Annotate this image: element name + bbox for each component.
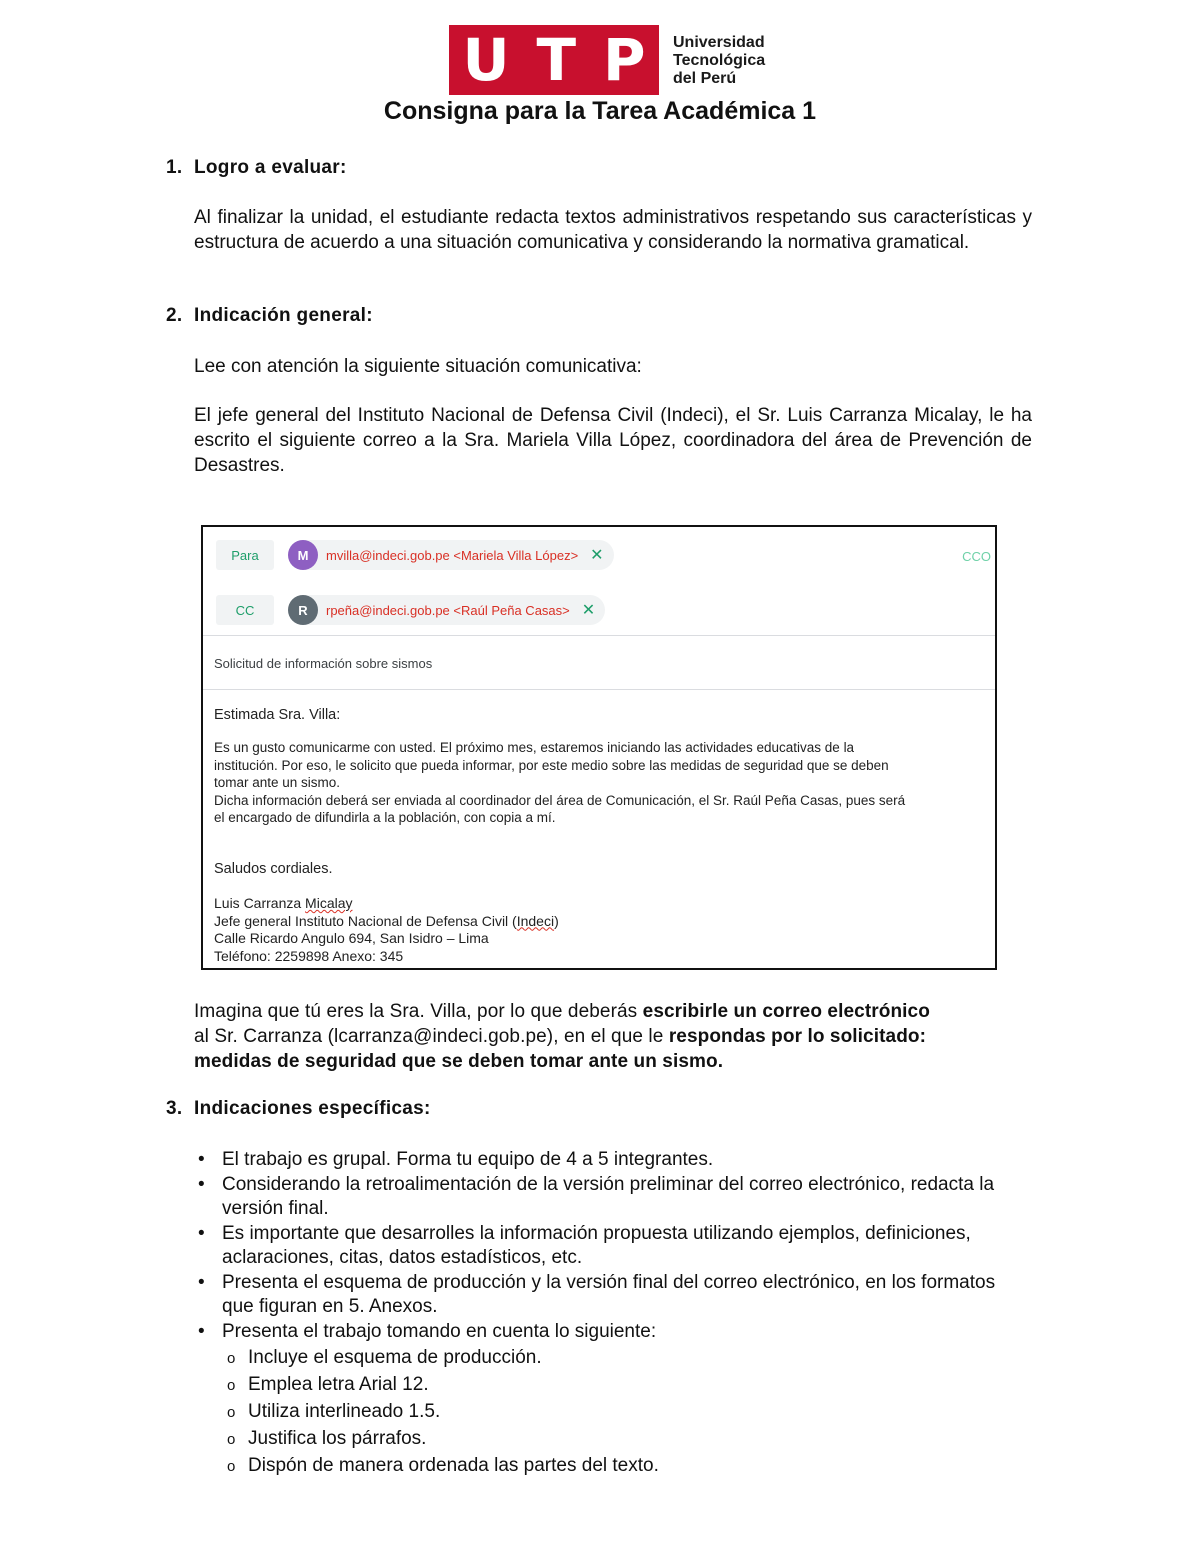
sub-list-item <box>222 1344 1024 1371</box>
to-address: mvilla@indeci.gob.pe <Mariela Villa López> <box>326 547 579 563</box>
signature-title <box>214 913 984 931</box>
section-1-heading <box>166 157 347 179</box>
task-line <box>194 1049 1044 1074</box>
signature-name-flagged: Micalay <box>305 895 353 911</box>
section-2-intro: Lee con atención la siguiente situación comunicativa: <box>194 356 642 377</box>
list-item <box>194 1271 1024 1320</box>
cc-recipient-chip <box>288 595 605 625</box>
section-2-heading <box>166 305 373 327</box>
email-screenshot <box>201 525 997 970</box>
logo-letter-p: P <box>602 26 646 94</box>
sub-list-item-text: Justifica los párrafos. <box>248 1428 427 1449</box>
task-bold: escribirle un correo electrónico <box>642 1001 930 1022</box>
email-subject: Solicitud de información sobre sismos <box>214 656 433 671</box>
list-item <box>194 1173 1024 1222</box>
bullet-icon: • <box>198 1149 205 1170</box>
circle-bullet-icon: o <box>227 1350 236 1367</box>
signature-title-end: ) <box>554 912 559 929</box>
section-title: Indicaciones específicas: <box>194 1098 431 1119</box>
bullet-icon: • <box>198 1222 205 1244</box>
logo-letter-u: U <box>462 26 510 94</box>
sub-list-item-text: Emplea letra Arial 12. <box>248 1374 429 1395</box>
to-recipient-chip <box>288 540 614 570</box>
cc-label: CC <box>216 595 274 625</box>
close-icon: ✕ <box>581 602 596 619</box>
sub-list-item-text: Dispón de manera ordenada las partes del texto. <box>248 1455 659 1476</box>
signature-phone: Teléfono: 2259898 Anexo: 345 <box>214 947 404 964</box>
list-item <box>194 1320 1024 1480</box>
email-body-line: Dicha información deberá ser enviada al coordinador del área de Comunicación, el Sr. Raúl Peña Casas, pues será <box>214 792 906 808</box>
task-line <box>194 999 1044 1024</box>
task-text: al Sr. Carranza (lcarranza@indeci.gob.pe), en el que le <box>194 1026 669 1047</box>
divider <box>203 635 995 636</box>
to-label: Para <box>216 540 274 570</box>
section-number: 3. <box>166 1098 183 1119</box>
task-paragraph <box>194 999 1044 1074</box>
bcc-label: CCO <box>962 549 991 564</box>
circle-bullet-icon: o <box>227 1431 236 1448</box>
section-1-text: Al finalizar la unidad, el estudiante redacta textos administrativos respetando sus características y estructura de acuerdo a una situación comunicativa y considerando la normativa gramatical. <box>194 207 1032 253</box>
circle-bullet-icon: o <box>227 1404 236 1421</box>
avatar: M <box>288 540 318 570</box>
signature-name <box>214 895 984 913</box>
email-greeting: Estimada Sra. Villa: <box>214 707 341 723</box>
sub-list-item <box>222 1371 1024 1398</box>
section-2-text: El jefe general del Instituto Nacional de Defensa Civil (Indeci), el Sr. Luis Carranza Micalay, le ha escrito el siguiente correo a la Sra. Mariela Villa López, coordinadora del área de Prevención de Desastres. <box>194 405 1032 476</box>
list-item-text: Considerando la retroalimentación de la versión preliminar del correo electrónico, redacta la versión final. <box>222 1173 995 1219</box>
sub-list-item-text: Utiliza interlineado 1.5. <box>248 1401 441 1422</box>
email-body <box>214 739 984 827</box>
section-number: 2. <box>166 305 183 326</box>
email-body-line: el encargado de difundirla a la población, con copia a mí. <box>214 810 556 825</box>
email-body-line: Es un gusto comunicarme con usted. El próximo mes, estaremos iniciando las actividades educativas de la <box>214 740 855 755</box>
list-item <box>194 1148 1024 1173</box>
logo-university-name <box>673 34 765 88</box>
cc-address: rpeña@indeci.gob.pe <Raúl Peña Casas> <box>326 602 570 618</box>
signature-title-text: Jefe general Instituto Nacional de Defensa Civil ( <box>214 912 517 929</box>
bullet-icon: • <box>198 1271 205 1293</box>
bullet-icon: • <box>198 1320 205 1342</box>
logo-text-line: Tecnológica <box>673 52 766 69</box>
sub-list-item <box>222 1452 1024 1479</box>
section-title: Indicación general: <box>194 305 373 326</box>
list-item <box>194 1222 1024 1271</box>
sub-list-item <box>222 1398 1024 1425</box>
email-signature <box>214 895 984 965</box>
logo-text-line: Universidad <box>673 34 765 51</box>
list-item-text: Es importante que desarrolles la información propuesta utilizando ejemplos, definiciones, aclaraciones, citas, datos estadísticos, etc. <box>222 1222 971 1268</box>
avatar: R <box>288 595 318 625</box>
close-icon: ✕ <box>590 547 604 564</box>
circle-bullet-icon: o <box>227 1377 236 1394</box>
section-3-heading <box>166 1098 431 1120</box>
list-item-text: Presenta el esquema de producción y la versión final del correo electrónico, en los formatos que figuran en 5. Anexos. <box>222 1271 996 1317</box>
email-body-line: tomar ante un sismo. <box>214 775 341 790</box>
email-closing: Saludos cordiales. <box>214 861 333 877</box>
list-item-text: Presenta el trabajo tomando en cuenta lo siguiente: <box>222 1320 657 1342</box>
task-line <box>194 1024 1044 1049</box>
bullet-icon: • <box>198 1173 205 1195</box>
sub-list-item-text: Incluye el esquema de producción. <box>248 1347 542 1368</box>
task-text: Imagina que tú eres la Sra. Villa, por lo que deberás <box>194 1001 643 1022</box>
divider <box>203 689 995 690</box>
section-title: Logro a evaluar: <box>194 157 347 178</box>
logo-letter-t: T <box>536 26 577 94</box>
utp-logo <box>449 25 659 95</box>
list-item-text: El trabajo es grupal. Forma tu equipo de 4 a 5 integrantes. <box>222 1149 714 1170</box>
signature-title-flagged: Indeci <box>516 912 555 929</box>
circle-bullet-icon: o <box>227 1458 236 1475</box>
page-title: Consigna para la Tarea Académica 1 <box>383 97 817 125</box>
sub-list-item <box>222 1425 1024 1452</box>
signature-name-text: Luis Carranza <box>214 895 306 911</box>
logo-text-line: del Perú <box>673 70 737 87</box>
signature-address: Calle Ricardo Angulo 694, San Isidro – Lima <box>214 930 489 946</box>
instructions-list <box>194 1148 1024 1479</box>
email-body-line: institución. Por eso, le solicito que pueda informar, por este medio sobre las medidas de seguridad que se deben <box>214 757 889 773</box>
task-bold: medidas de seguridad que se deben tomar ante un sismo. <box>194 1051 724 1072</box>
task-bold: respondas por lo solicitado: <box>668 1026 927 1047</box>
section-number: 1. <box>166 157 183 178</box>
